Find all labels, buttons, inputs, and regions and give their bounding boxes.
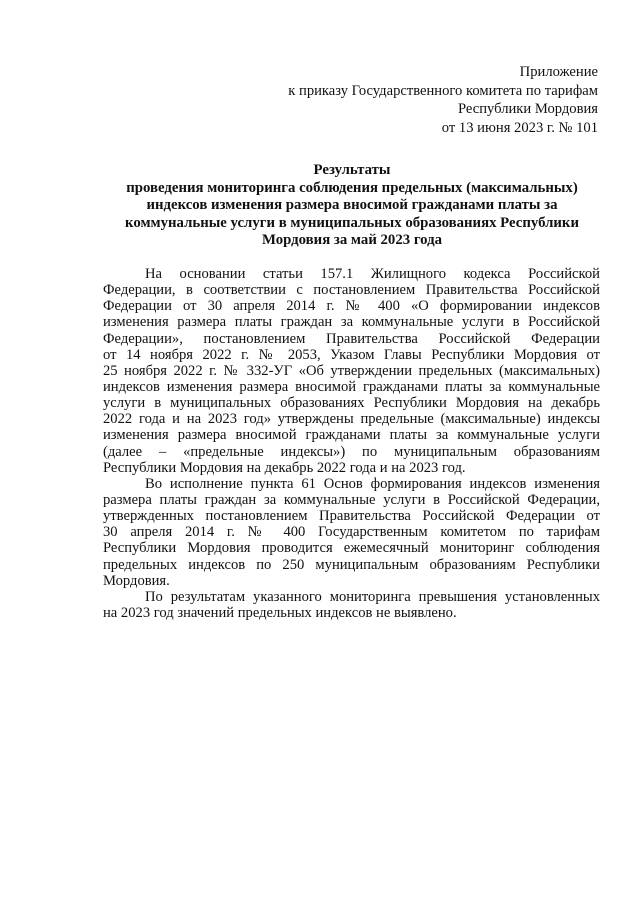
appendix-label: Приложение [519, 64, 598, 80]
text-line: изменения размера вносимой гражданами платы за коммунальные услуги [103, 427, 600, 444]
appendix-date-number: от 13 июня 2023 г. № 101 [441, 120, 598, 137]
text-line: индексов изменения размера вносимой гражданами платы за коммунальные [103, 378, 600, 395]
document-title [100, 162, 604, 250]
text-line: Республики Мордовия проводится ежемесячный мониторинг соблюдения [103, 540, 600, 557]
text-line: (далее – «предельные индексы») по муниципальным образованиям [103, 443, 600, 460]
text-line: Федерации от 30 апреля 2014 г. № 400 «О формировании индексов [103, 298, 600, 315]
paragraph-monitoring [103, 476, 600, 589]
appendix-header [288, 63, 598, 138]
document-body [103, 266, 600, 621]
text-line: Во исполнение пункта 61 Основ формирования индексов изменения [145, 475, 600, 492]
title-line: коммунальные услуги в муниципальных образованиях Республики [125, 214, 579, 231]
title-line: Мордовия за май 2023 года [261, 232, 443, 249]
text-line: утвержденных постановлением Правительства Российской Федерации от [103, 508, 600, 525]
text-line: Федерации», постановлением Правительства Российской Федерации [103, 330, 600, 347]
text-line: на 2023 год значений предельных индексов не выявлено. [103, 604, 457, 621]
text-line: На основании статьи 157.1 Жилищного кодекса Российской [145, 266, 600, 282]
text-line: услуги в муниципальных образованиях Республики Мордовия на декабрь [103, 395, 600, 412]
text-line: По результатам указанного мониторинга превышения установленных [145, 588, 600, 605]
title-line: индексов изменения размера вносимой гражданами платы за [146, 197, 558, 214]
paragraph-results [103, 589, 600, 621]
text-line: от 14 ноября 2022 г. № 2053, Указом Главы Республики Мордовия от [103, 346, 600, 363]
appendix-region: Республики Мордовия [457, 101, 598, 118]
text-line: 30 апреля 2014 г. № 400 Государственным комитетом по тарифам [103, 524, 600, 541]
text-line: 2022 года и на 2023 год» утверждены предельные (максимальные) индексы [103, 411, 600, 428]
text-line: изменения размера платы граждан за коммунальные услуги в Российской [103, 314, 600, 331]
title-line: Результаты [313, 162, 391, 178]
text-line: Мордовия. [103, 572, 170, 589]
text-line: предельных индексов по 250 муниципальным образованиям Республики [103, 556, 600, 573]
title-line: проведения мониторинга соблюдения предельных (максимальных) [126, 179, 578, 196]
appendix-order-reference: к приказу Государственного комитета по тарифам [288, 82, 598, 99]
text-line: 25 ноября 2022 г. № 332-УГ «Об утверждении предельных (максимальных) [103, 362, 600, 379]
text-line: Федерации, в соответствии с постановлением Правительства Российской [103, 282, 600, 299]
paragraph-legal-basis [103, 266, 600, 476]
text-line: размера платы граждан за коммунальные услуги в Российской Федерации, [103, 491, 600, 508]
text-line: Республики Мордовия на декабрь 2022 года и на 2023 год. [103, 459, 466, 476]
